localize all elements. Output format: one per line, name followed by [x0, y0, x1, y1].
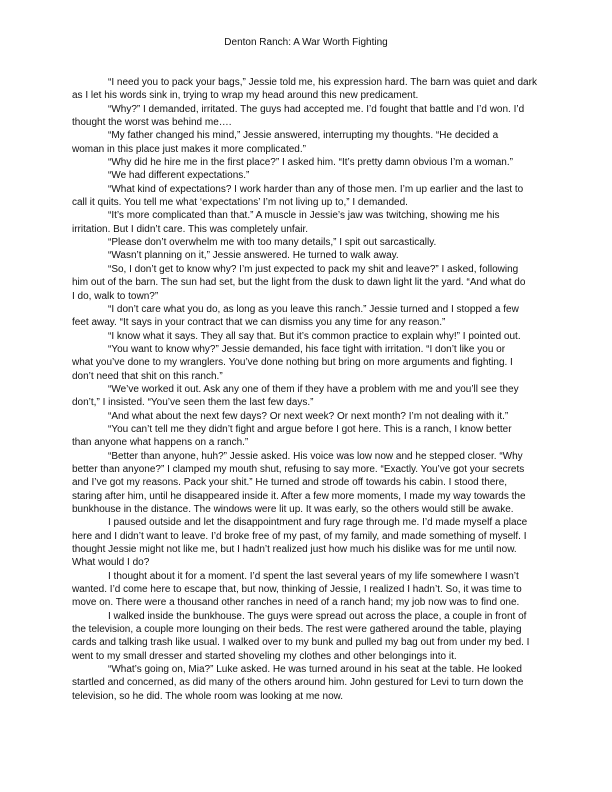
- text-line: don’t need that shit on this ranch.”: [72, 370, 223, 382]
- text-line: I do, walk to town?”: [72, 290, 159, 302]
- paragraph: [72, 570, 542, 610]
- text-line: “And what about the next few days? Or next week? Or next month? I’m not dealing with it.”: [108, 410, 509, 422]
- paragraph: [72, 183, 542, 210]
- page-title: Denton Ranch: A War Worth Fighting: [224, 37, 388, 48]
- paragraph: [72, 169, 542, 182]
- text-line: “What’s going on, Mia?” Luke asked. He was turned around in his seat at the table. He looked: [108, 664, 522, 676]
- text-line: feet away. “It says in your contract that we can dismiss you any time for any reason.”: [72, 317, 446, 329]
- paragraph: [72, 263, 542, 303]
- text-line: “You want to know why?” Jessie demanded, his face tight with irritation. “I don’t like you or: [108, 343, 506, 355]
- paragraph: [72, 249, 542, 262]
- paragraph: [72, 209, 542, 236]
- text-line: cards and talking trash like usual. I walked over to my bunk and pulled my bag out from under my bed. I: [72, 637, 530, 649]
- text-line: “So, I don’t get to know why? I’m just expected to pack my shit and leave?” I asked, following: [108, 263, 519, 275]
- text-line: “Please don’t overwhelm me with too many details,” I spit out sarcastically.: [108, 237, 437, 249]
- paragraph: [72, 383, 542, 410]
- text-line: startled and concerned, as did many of the others around him. John gestured for Levi to turn down the: [72, 677, 524, 689]
- text-line: and I’ve got my reasons. Pack your shit.” He turned and strode off towards his cabin. I stood there,: [72, 477, 508, 489]
- text-line: the television, a couple more lounging on their beds. The rest were gathered around the table, playing: [72, 624, 522, 636]
- text-line: “My father changed his mind,” Jessie answered, interrupting my thoughts. “He decided a: [108, 130, 499, 142]
- paragraph: [72, 450, 542, 517]
- text-line: “I know what it says. They all say that. But it’s common practice to explain why!” I pointed out.: [108, 330, 521, 342]
- text-line: television, so he did. The whole room was looking at me now.: [72, 690, 344, 702]
- text-line: don’t,” I insisted. “You’ve seen them the last few days.”: [72, 397, 314, 409]
- paragraph: [72, 343, 542, 383]
- paragraph: [72, 330, 542, 343]
- paragraph: [72, 236, 542, 249]
- text-line: “Better than anyone, huh?” Jessie asked. His voice was low now and he stepped closer. “Why: [108, 450, 523, 462]
- text-line: “I need you to pack your bags,” Jessie told me, his expression hard. The barn was quiet and dark: [108, 77, 537, 88]
- text-line: move on. There were a thousand other ranches in need of a ranch hand; my job now was to find one.: [72, 597, 520, 609]
- document-body: [72, 76, 542, 703]
- text-line: I thought about it for a moment. I’d spent the last several years of my life somewhere I wasn’t: [108, 570, 519, 582]
- text-line: woman in this place just makes it more complicated.”: [72, 143, 306, 155]
- text-line: what you’ve done to my wranglers. You’ve done nothing but bring on more arguments and fighting. I: [72, 357, 513, 369]
- paragraph: [72, 423, 542, 450]
- paragraph: [72, 610, 542, 663]
- text-line: I paused outside and let the disappointment and fury rage through me. I’d made myself a place: [108, 517, 528, 529]
- text-line: “Why?” I demanded, irritated. The guys had accepted me. I’d fought that battle and I’d won. I’d: [108, 103, 525, 115]
- text-line: bunkhouse in the distance. The windows were lit up. It was early, so the others would still be awake.: [72, 504, 514, 515]
- text-line: as I let his words sink in, trying to wrap my head around this new predicament.: [72, 90, 419, 102]
- text-line: thought Jessie might not like me, but I hadn’t realized just how much his dislike was for me until now.: [72, 544, 517, 556]
- text-line: him out of the barn. The sun had set, but the light from the dusk to dawn light lit the yard. “And what do: [72, 277, 526, 289]
- text-line: “You can’t tell me they didn’t fight and argue before I got here. This is a ranch, I know better: [108, 423, 512, 435]
- paragraph: [72, 663, 542, 703]
- paragraph: [72, 76, 542, 103]
- text-line: better than anyone?” I clamped my mouth shut, refusing to say more. “Exactly. You’ve got your secrets: [72, 463, 525, 475]
- text-line: “Why did he hire me in the first place?” I asked him. “It’s pretty damn obvious I’m a woman.”: [108, 157, 513, 169]
- text-line: wanted. I’d come here to escape that, but now, thinking of Jessie, I realized I hadn’t. So, it was time to: [72, 584, 522, 596]
- text-line: staring after him, until he disappeared inside it. After a few more moments, I made my way towards the: [72, 490, 526, 502]
- text-line: “Wasn’t planning on it,” Jessie answered. He turned to walk away.: [108, 250, 399, 262]
- paragraph: [72, 103, 542, 130]
- text-line: went to my small dresser and started shoveling my clothes and other belongings into it.: [72, 650, 457, 662]
- text-line: “It’s more complicated than that.” A muscle in Jessie’s jaw was twitching, showing me his: [108, 210, 500, 222]
- text-line: here and I didn’t want to leave. I’d broke free of my past, of my family, and made something of myself. I: [72, 530, 527, 542]
- paragraph: [72, 129, 542, 156]
- text-line: I walked inside the bunkhouse. The guys were spread out across the place, a couple in front of: [108, 610, 527, 622]
- text-line: call it quits. You tell me what ‘expectations’ I’m not living up to,” I demanded.: [72, 197, 408, 209]
- text-line: than anyone what happens on a ranch.”: [72, 437, 249, 449]
- paragraph: [72, 516, 542, 569]
- text-line: What would I do?: [72, 557, 150, 569]
- text-line: “I don’t care what you do, as long as you leave this ranch.” Jessie turned and I stopped a few: [108, 303, 519, 315]
- paragraph: [72, 156, 542, 169]
- paragraph: [72, 303, 542, 330]
- paragraph: [72, 410, 542, 423]
- text-line: thought the worst was behind me….: [72, 117, 232, 129]
- text-line: “We had different expectations.”: [108, 170, 250, 182]
- text-line: “What kind of expectations? I work harder than any of those men. I’m up earlier and the last to: [108, 183, 524, 195]
- text-line: irritation. But I didn’t care. This was completely unfair.: [72, 223, 309, 235]
- text-line: “We’ve worked it out. Ask any one of them if they have a problem with me and you’ll see they: [108, 383, 519, 395]
